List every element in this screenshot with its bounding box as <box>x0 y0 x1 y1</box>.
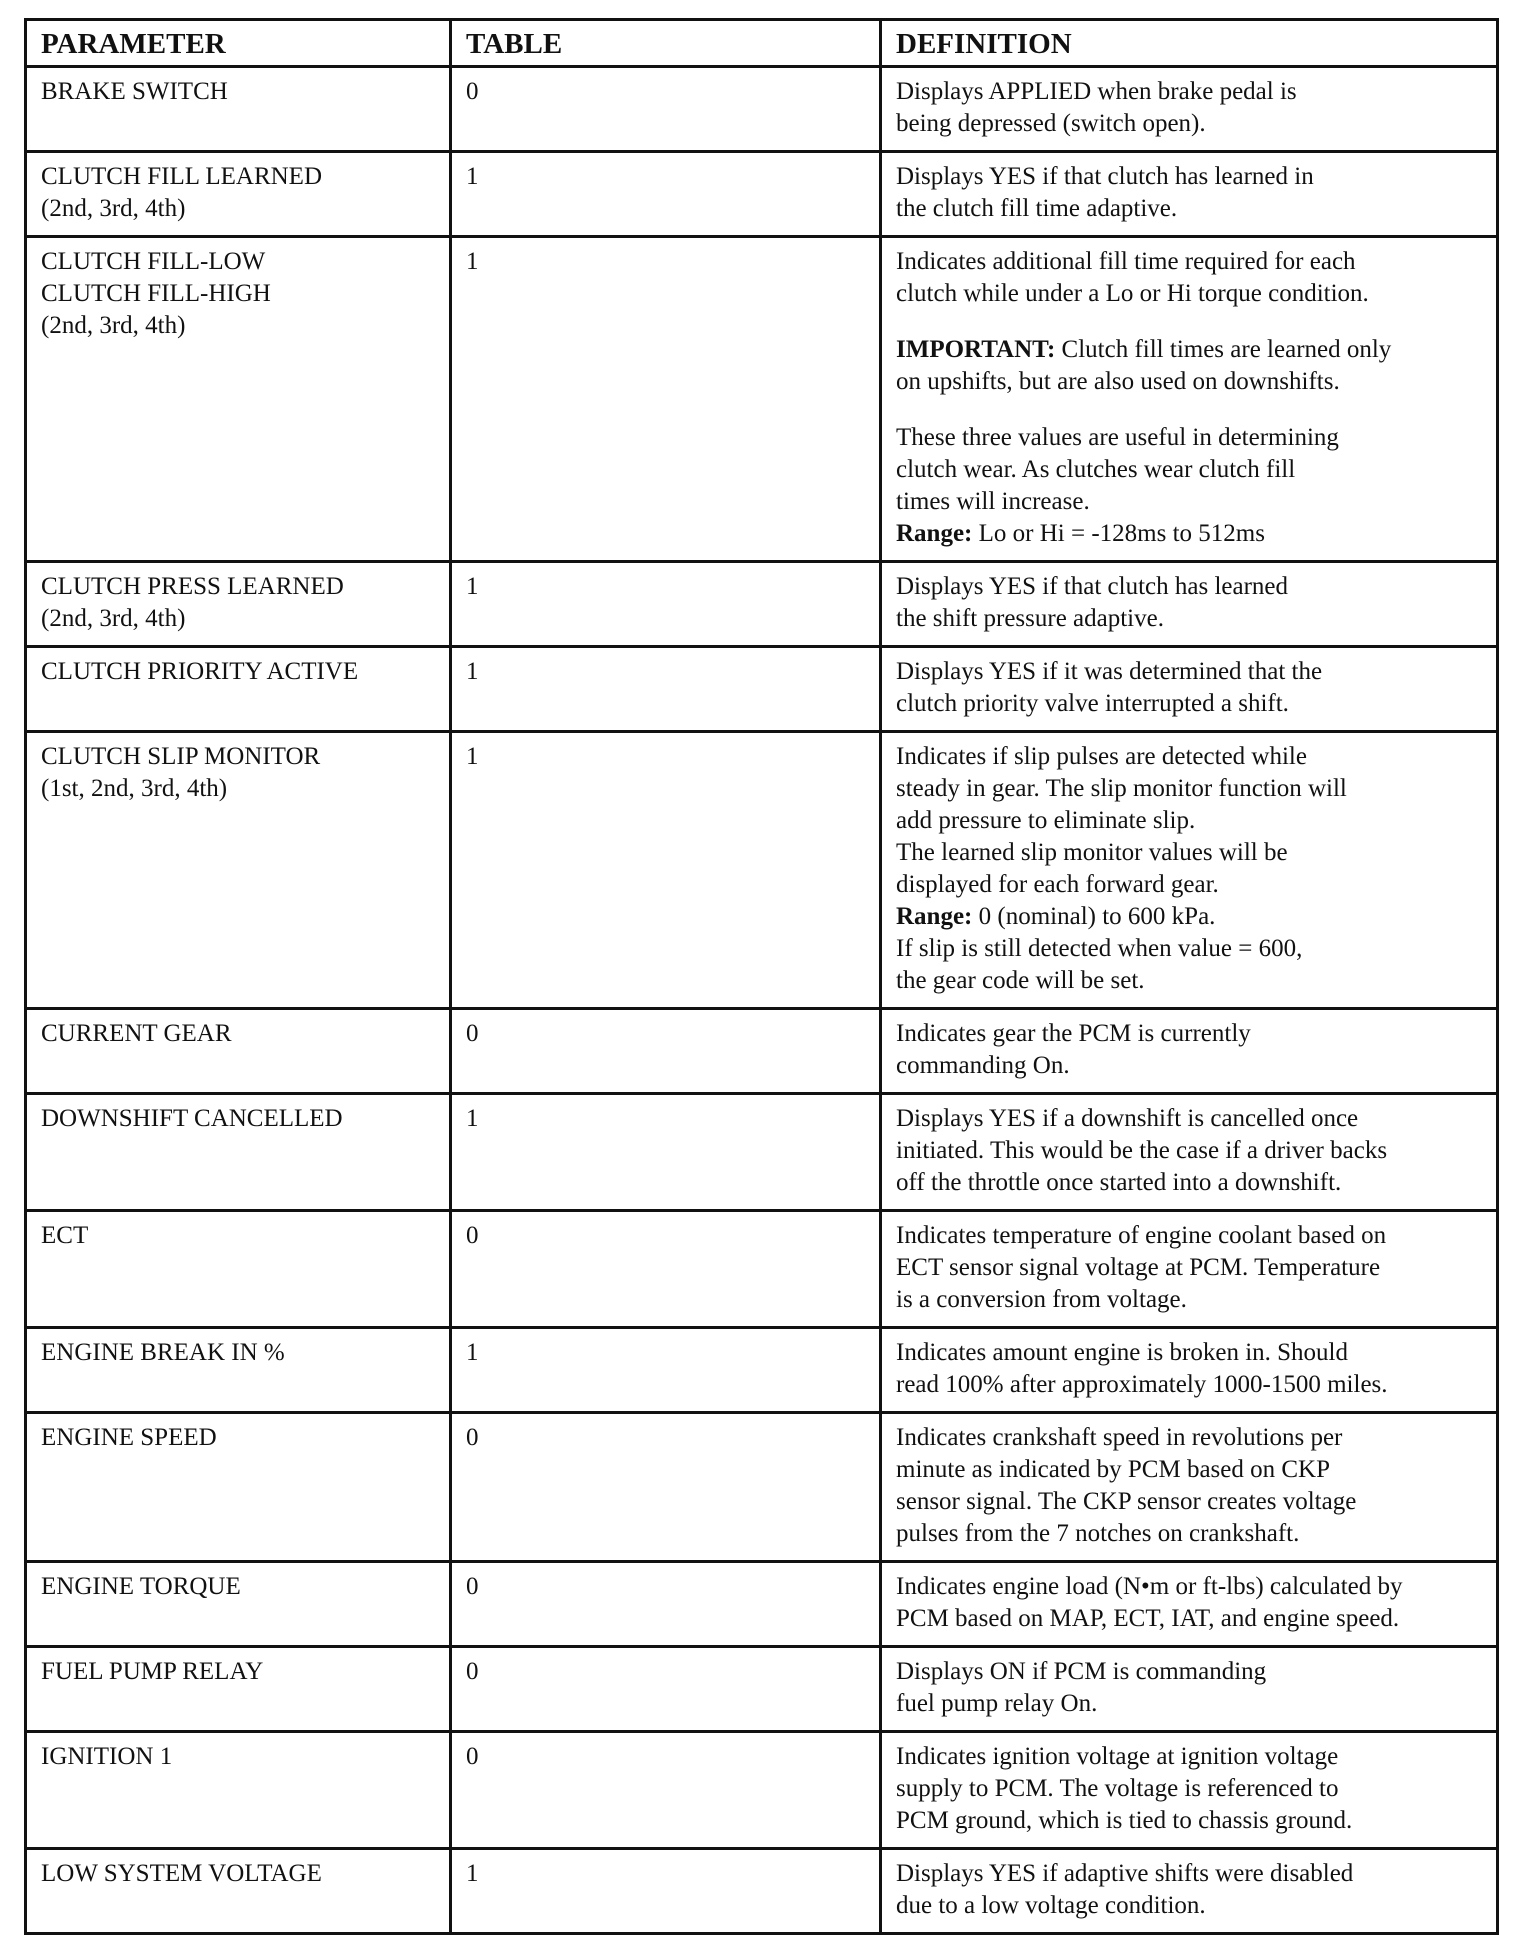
parameter-name: LOW SYSTEM VOLTAGE <box>41 1860 322 1887</box>
header-row <box>26 20 1498 67</box>
important-label: IMPORTANT: <box>896 336 1056 363</box>
table-row <box>26 67 1498 152</box>
definition-line: times will increase. <box>896 488 1090 515</box>
definition-cell <box>881 1009 1498 1094</box>
parameter-name: CLUTCH FILL-LOW <box>41 248 266 275</box>
definition-line: Displays YES if adaptive shifts were disabled <box>896 1860 1354 1887</box>
definition-line: ECT sensor signal voltage at PCM. Temperature <box>896 1254 1381 1281</box>
table-row <box>26 1009 1498 1094</box>
definition-line: minute as indicated by PCM based on CKP <box>896 1456 1330 1483</box>
parameter-gears: (1st, 2nd, 3rd, 4th) <box>41 775 228 802</box>
definition-line: pulses from the 7 notches on crankshaft. <box>896 1520 1300 1547</box>
definition-cell <box>881 1849 1498 1934</box>
parameter-name: CURRENT GEAR <box>41 1020 232 1047</box>
table-cell: 1 <box>451 152 881 237</box>
parameter-name: CLUTCH SLIP MONITOR <box>41 743 321 770</box>
range-label: Range: <box>896 903 973 930</box>
range-line <box>896 518 1482 550</box>
parameter-cell <box>26 562 451 647</box>
parameter-gears: (2nd, 3rd, 4th) <box>41 605 186 632</box>
parameter-name: CLUTCH PRESS LEARNED <box>41 573 344 600</box>
definition-line: the shift pressure adaptive. <box>896 605 1164 632</box>
definition-line: The learned slip monitor values will be <box>896 839 1288 866</box>
important-text: Clutch fill times are learned only <box>1061 336 1392 363</box>
parameter-cell <box>26 1009 451 1094</box>
table-cell: 1 <box>451 237 881 562</box>
definition-line: Indicates crankshaft speed in revolutions per <box>896 1424 1343 1451</box>
definition-cell <box>881 152 1498 237</box>
definition-line: Indicates engine load (N•m or ft-lbs) calculated by <box>896 1573 1403 1600</box>
definition-line: PCM based on MAP, ECT, IAT, and engine speed. <box>896 1605 1400 1632</box>
definition-cell <box>881 1094 1498 1211</box>
parameter-name: ECT <box>41 1222 89 1249</box>
definition-cell <box>881 1211 1498 1328</box>
table-cell: 0 <box>451 67 881 152</box>
parameter-name: ENGINE SPEED <box>41 1424 217 1451</box>
parameter-cell <box>26 67 451 152</box>
parameter-cell <box>26 1211 451 1328</box>
definition-cell <box>881 1732 1498 1849</box>
table-row <box>26 1094 1498 1211</box>
definition-line: off the throttle once started into a downshift. <box>896 1169 1342 1196</box>
range-label: Range: <box>896 520 973 547</box>
definition-line: Displays APPLIED when brake pedal is <box>896 78 1297 105</box>
parameter-cell <box>26 1732 451 1849</box>
definition-line: Displays YES if a downshift is cancelled once <box>896 1105 1359 1132</box>
table-row <box>26 1413 1498 1562</box>
definition-line: Displays YES if that clutch has learned <box>896 573 1289 600</box>
definition-line: being depressed (switch open). <box>896 110 1206 137</box>
table-row <box>26 1328 1498 1413</box>
table-cell: 1 <box>451 732 881 1009</box>
definition-line: These three values are useful in determining <box>896 424 1339 451</box>
table-cell: 0 <box>451 1211 881 1328</box>
range-value: 0 (nominal) to 600 kPa. <box>978 903 1216 930</box>
important-text: on upshifts, but are also used on downshifts. <box>896 368 1340 395</box>
parameter-cell <box>26 1849 451 1934</box>
range-value: Lo or Hi = -128ms to 512ms <box>978 520 1265 547</box>
definition-line: add pressure to eliminate slip. <box>896 807 1196 834</box>
header-definition: DEFINITION <box>881 20 1498 67</box>
parameter-name: FUEL PUMP RELAY <box>41 1658 264 1685</box>
parameter-cell <box>26 1562 451 1647</box>
range-line <box>896 901 1482 933</box>
definition-cell <box>881 1328 1498 1413</box>
table-row <box>26 732 1498 1009</box>
definition-cell <box>881 67 1498 152</box>
table-cell: 0 <box>451 1009 881 1094</box>
definition-cell <box>881 1413 1498 1562</box>
definition-line: clutch wear. As clutches wear clutch fill <box>896 456 1296 483</box>
parameter-cell <box>26 1413 451 1562</box>
parameter-name: IGNITION 1 <box>41 1743 173 1770</box>
definition-line: commanding On. <box>896 1052 1070 1079</box>
parameter-cell <box>26 237 451 562</box>
definition-line: is a conversion from voltage. <box>896 1286 1187 1313</box>
table-row <box>26 237 1498 562</box>
definition-cell <box>881 1647 1498 1732</box>
definition-line: PCM ground, which is tied to chassis ground. <box>896 1807 1353 1834</box>
table-row <box>26 1849 1498 1934</box>
parameter-name: CLUTCH FILL-HIGH <box>41 280 271 307</box>
parameter-cell <box>26 647 451 732</box>
table-cell: 0 <box>451 1562 881 1647</box>
table-row <box>26 1211 1498 1328</box>
parameter-cell <box>26 1094 451 1211</box>
definition-line: supply to PCM. The voltage is referenced to <box>896 1775 1339 1802</box>
definition-line: steady in gear. The slip monitor function will <box>896 775 1347 802</box>
definition-line: If slip is still detected when value = 600, <box>896 935 1303 962</box>
parameter-name: ENGINE TORQUE <box>41 1573 241 1600</box>
definition-line: the gear code will be set. <box>896 967 1145 994</box>
table-row <box>26 1732 1498 1849</box>
definition-line: Displays YES if that clutch has learned in <box>896 163 1314 190</box>
definition-line: displayed for each forward gear. <box>896 871 1219 898</box>
definition-line: Indicates temperature of engine coolant based on <box>896 1222 1387 1249</box>
table-cell: 1 <box>451 562 881 647</box>
parameter-sheet <box>24 18 1496 1935</box>
parameter-name: BRAKE SWITCH <box>41 78 228 105</box>
parameter-gears: (2nd, 3rd, 4th) <box>41 195 186 222</box>
definition-line: due to a low voltage condition. <box>896 1892 1206 1919</box>
definition-line: Indicates if slip pulses are detected while <box>896 743 1307 770</box>
definition-cell <box>881 562 1498 647</box>
parameter-cell <box>26 732 451 1009</box>
definition-line: Displays YES if it was determined that the <box>896 658 1323 685</box>
definition-line: Indicates additional fill time required for each <box>896 248 1356 275</box>
definition-cell <box>881 237 1498 562</box>
table-cell: 0 <box>451 1732 881 1849</box>
parameter-name: CLUTCH PRIORITY ACTIVE <box>41 658 359 685</box>
definition-line: Displays ON if PCM is commanding <box>896 1658 1267 1685</box>
table-cell: 1 <box>451 1094 881 1211</box>
parameter-cell <box>26 1328 451 1413</box>
table-row <box>26 152 1498 237</box>
parameter-name: CLUTCH FILL LEARNED <box>41 163 322 190</box>
definition-line: Indicates gear the PCM is currently <box>896 1020 1251 1047</box>
definition-line: clutch priority valve interrupted a shift. <box>896 690 1289 717</box>
parameter-table <box>24 18 1499 1935</box>
table-row <box>26 562 1498 647</box>
table-cell: 1 <box>451 1328 881 1413</box>
definition-line: sensor signal. The CKP sensor creates voltage <box>896 1488 1357 1515</box>
parameter-gears: (2nd, 3rd, 4th) <box>41 312 186 339</box>
definition-line: fuel pump relay On. <box>896 1690 1098 1717</box>
definition-cell <box>881 732 1498 1009</box>
definition-line: Indicates amount engine is broken in. Should <box>896 1339 1349 1366</box>
table-cell: 0 <box>451 1413 881 1562</box>
table-cell: 0 <box>451 1647 881 1732</box>
definition-line: clutch while under a Lo or Hi torque condition. <box>896 280 1369 307</box>
definition-line: the clutch fill time adaptive. <box>896 195 1178 222</box>
definition-line: initiated. This would be the case if a driver backs <box>896 1137 1388 1164</box>
definition-cell <box>881 647 1498 732</box>
parameter-name: ENGINE BREAK IN % <box>41 1339 285 1366</box>
header-parameter: PARAMETER <box>26 20 451 67</box>
definition-line: read 100% after approximately 1000-1500 miles. <box>896 1371 1388 1398</box>
table-cell: 1 <box>451 647 881 732</box>
parameter-cell <box>26 152 451 237</box>
definition-cell <box>881 1562 1498 1647</box>
parameter-name: DOWNSHIFT CANCELLED <box>41 1105 343 1132</box>
definition-line: Indicates ignition voltage at ignition voltage <box>896 1743 1339 1770</box>
table-row <box>26 1562 1498 1647</box>
table-cell: 1 <box>451 1849 881 1934</box>
header-table: TABLE <box>451 20 881 67</box>
table-row <box>26 1647 1498 1732</box>
table-row <box>26 647 1498 732</box>
parameter-cell <box>26 1647 451 1732</box>
important-note <box>896 334 1482 366</box>
